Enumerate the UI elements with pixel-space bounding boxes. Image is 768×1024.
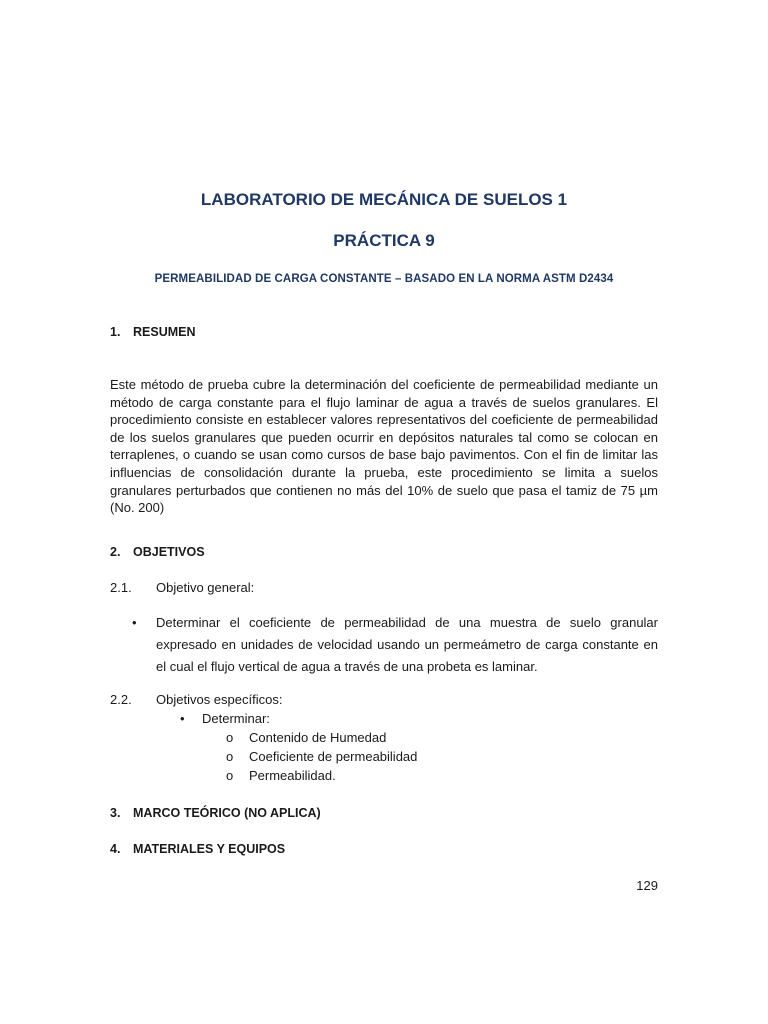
bullet-icon: •: [180, 711, 185, 726]
section-heading-objetivos: [110, 545, 205, 559]
list-item: [226, 730, 386, 745]
circle-bullet-icon: o: [226, 749, 234, 764]
bullet-icon: •: [132, 615, 137, 630]
page-number: 129: [636, 878, 658, 893]
lead-text: Determinar:: [202, 711, 270, 726]
subsection-number: 2.1.: [110, 580, 132, 595]
section-number: 2.: [110, 545, 121, 559]
practice-title: PRÁCTICA 9: [333, 231, 435, 250]
section-heading-marco-teorico: [110, 806, 321, 820]
section-number: 1.: [110, 325, 121, 339]
list-item-text: Contenido de Humedad: [249, 730, 387, 745]
section-title: RESUMEN: [133, 325, 196, 339]
objetivo-general-bullet: [132, 612, 658, 678]
section-title: MATERIALES Y EQUIPOS: [133, 842, 286, 856]
subsection-objetivos-especificos: [110, 692, 282, 707]
circle-bullet-icon: o: [226, 730, 234, 745]
section-number: 4.: [110, 842, 121, 856]
subsection-number: 2.2.: [110, 692, 132, 707]
section-title: OBJETIVOS: [133, 545, 205, 559]
list-item-text: Coeficiente de permeabilidad: [249, 749, 418, 764]
subsection-label: Objetivo general:: [156, 580, 255, 595]
section-title: MARCO TEÓRICO (NO APLICA): [133, 806, 321, 820]
subsection-label: Objetivos específicos:: [156, 692, 283, 707]
list-item-text: Permeabilidad.: [249, 768, 336, 783]
objetivos-especificos-lead: [180, 711, 270, 726]
objetivo-general-text: Determinar el coeficiente de permeabilidad de una muestra de suelo granular expresado en unidades de velocidad usando un permeámetro de carga constante en el cual el flujo vertical de agua a través de una probeta es laminar.: [156, 615, 658, 674]
circle-bullet-icon: o: [226, 768, 234, 783]
list-item: [226, 768, 336, 783]
resumen-paragraph: Este método de prueba cubre la determinación del coeficiente de permeabilidad mediante un método de carga constante para el flujo laminar de agua a través de suelos granulares. El procedimiento consiste en establecer valores representativos del coeficiente de permeabilidad de los suelos granulares que pueden ocurrir en depósitos naturales tal como se colocan en terraplenes, o cuando se usan como cursos de base bajo pavimentos. Con el fin de limitar las influencias de consolidación durante la prueba, este procedimiento se limita a suelos granulares perturbados que contienen no más del 10% de suelo que pasa el tamiz de 75 µm (No. 200): [110, 377, 658, 516]
document-title: LABORATORIO DE MECÁNICA DE SUELOS 1: [200, 190, 568, 209]
document-subtitle: PERMEABILIDAD DE CARGA CONSTANTE – BASADO EN LA NORMA ASTM D2434: [154, 273, 614, 285]
section-number: 3.: [110, 806, 121, 820]
section-heading-resumen: [110, 325, 196, 339]
subsection-objetivo-general: [110, 580, 254, 595]
list-item: [226, 749, 417, 764]
section-heading-materiales: [110, 842, 285, 856]
